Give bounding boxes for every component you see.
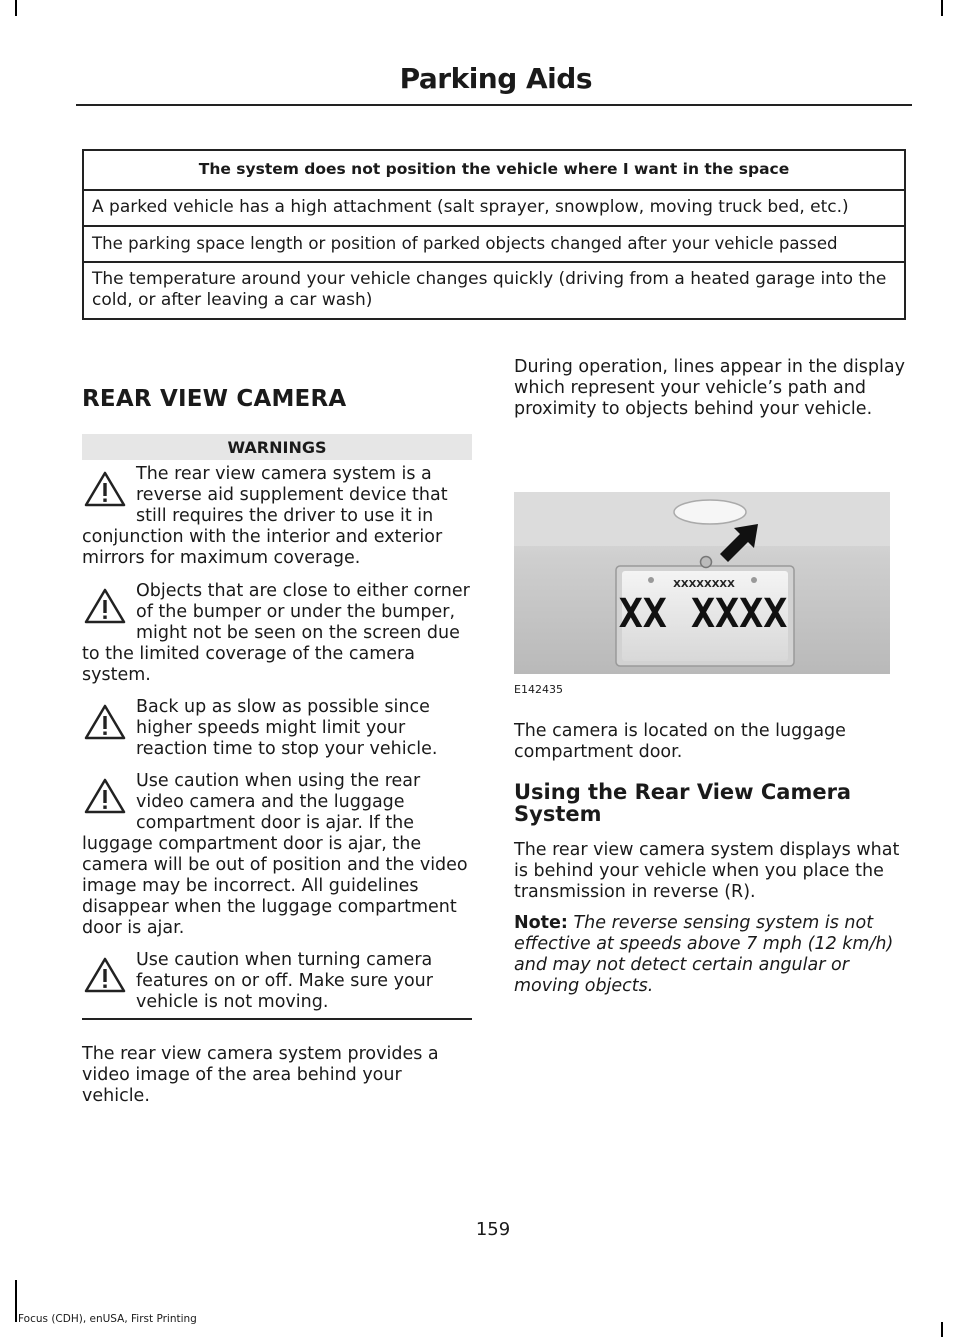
- edition-footer: Focus (CDH), enUSA, First Printing: [18, 1313, 197, 1325]
- warning-triangle-icon: [84, 587, 126, 625]
- crop-mark-bottom-right: [941, 1322, 943, 1337]
- plate-small-text: XXXXXXXX: [673, 579, 735, 590]
- crop-mark-top-left: [15, 0, 17, 16]
- warning-text: Use caution when turning camera features on or off. Make sure your vehicle is not moving.: [136, 950, 433, 1012]
- note-paragraph: [514, 913, 908, 997]
- warning-triangle-icon: [84, 470, 126, 508]
- note-label: Note:: [514, 913, 568, 933]
- warning-triangle-icon: [84, 703, 126, 741]
- camera-location-figure: [514, 486, 890, 674]
- warnings-divider: [82, 1018, 472, 1020]
- figure-code: E142435: [514, 683, 563, 696]
- crop-mark-bottom-left: [15, 1280, 17, 1322]
- warning-text: The rear view camera system is a reverse aid supplement device that still requires the driver to use it in conjunction with the interior and exterior mirrors for maximum coverage.: [82, 464, 448, 568]
- page-number: 159: [475, 1219, 511, 1240]
- warning-text: Back up as slow as possible since higher speeds might limit your reaction time to stop your vehicle.: [136, 697, 438, 759]
- table-header: The system does not position the vehicle where I want in the space: [83, 150, 905, 190]
- using-paragraph: The rear view camera system displays what is behind your vehicle when you place the transmission in reverse (R).: [514, 840, 900, 902]
- page-title: Parking Aids: [399, 62, 592, 95]
- table-row: The temperature around your vehicle changes quickly (driving from a heated garage into the cold, or after leaving a car wash): [83, 262, 905, 319]
- subsection-title: Using the Rear View Camera System: [514, 780, 852, 826]
- warning-item: [82, 464, 472, 569]
- crop-mark-top-right: [941, 0, 943, 16]
- warning-text: Use caution when using the rear video camera and the luggage compartment door is ajar. If the luggage compartment door is ajar, the camera will be out of position and the video image may be incorrect. All guidelines disappear when the luggage compartment door is ajar.: [82, 771, 468, 938]
- header-divider: [76, 104, 912, 106]
- intro-paragraph: The rear view camera system provides a video image of the area behind your vehicle.: [82, 1044, 439, 1106]
- troubleshooting-table: [82, 149, 906, 320]
- warning-triangle-icon: [84, 956, 126, 994]
- warnings-heading: WARNINGS: [82, 434, 472, 460]
- section-title: REAR VIEW CAMERA: [82, 386, 347, 412]
- table-row: A parked vehicle has a high attachment (salt sprayer, snowplow, moving truck bed, etc.): [83, 190, 905, 226]
- camera-icon: [701, 557, 712, 568]
- warning-item: [82, 950, 472, 1013]
- warning-item: [82, 581, 472, 686]
- location-paragraph: The camera is located on the luggage compartment door.: [514, 721, 846, 762]
- operation-paragraph: During operation, lines appear in the display which represent your vehicle’s path and proximity to objects behind your vehicle.: [514, 357, 905, 419]
- note-text: The reverse sensing system is not effective at speeds above 7 mph (12 km/h) and may not detect certain angular or moving objects.: [514, 913, 894, 996]
- table-row: The parking space length or position of parked objects changed after your vehicle passed: [83, 226, 905, 262]
- warning-item: [82, 697, 472, 760]
- warning-triangle-icon: [84, 777, 126, 815]
- plate-large-text: XX XXXX: [618, 591, 788, 637]
- warning-text: Objects that are close to either corner of the bumper or under the bumper, might not be seen on the screen due to the limited coverage of the camera system.: [82, 581, 470, 685]
- warning-item: [82, 771, 472, 939]
